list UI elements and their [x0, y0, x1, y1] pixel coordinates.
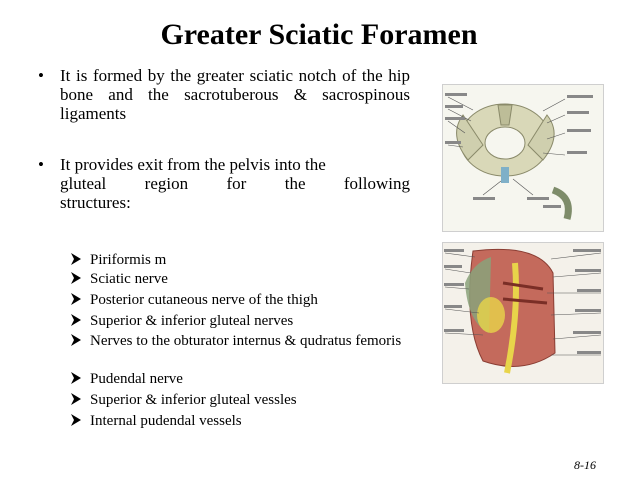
arrow-bullet-icon: [70, 313, 82, 327]
bullet-formation-text: It is formed by the greater sciatic notch of the hip bone and the sacrotuberous & sacrospinous ligaments: [60, 66, 410, 123]
gluteal-drawing-icon: [443, 243, 603, 383]
structure-label: Internal pudendal vessels: [90, 413, 242, 429]
structure-list-item: [70, 271, 412, 288]
structure-label: Nerves to the obturator internus & qudratus femoris: [90, 333, 402, 349]
pelvis-illustration: [442, 84, 604, 232]
structure-list-item: [70, 371, 412, 388]
structure-label: Piriformis m: [90, 252, 167, 268]
slide-number: 8-16: [574, 458, 596, 472]
bullet-exit: [38, 155, 410, 212]
bullet-exit-line1: It provides exit from the pelvis into the: [60, 155, 326, 174]
structure-list-item: [70, 413, 412, 430]
arrow-bullet-icon: [70, 333, 82, 347]
arrow-bullet-icon: [70, 252, 82, 266]
arrow-bullet-icon: [70, 392, 82, 406]
structure-label: Superior & inferior gluteal nerves: [90, 313, 294, 329]
pelvis-drawing-icon: [443, 85, 603, 231]
structure-label: Sciatic nerve: [90, 271, 168, 287]
bullet-formation: [38, 66, 410, 123]
slide-title: Greater Sciatic Foramen: [160, 18, 478, 51]
structure-list-item: [70, 252, 412, 269]
structure-label: Posterior cutaneous nerve of the thigh: [90, 292, 318, 308]
structure-label: Pudendal nerve: [90, 371, 183, 387]
bullet-exit-line3: structures:: [60, 193, 131, 212]
arrow-bullet-icon: [70, 271, 82, 285]
gluteal-region-illustration: [442, 242, 604, 384]
structure-label: Superior & inferior gluteal vessles: [90, 392, 297, 408]
arrow-bullet-icon: [70, 371, 82, 385]
structure-list-item: [70, 392, 412, 409]
structure-list-item: [70, 333, 412, 350]
bullet-dot: •: [38, 66, 44, 85]
bullet-exit-text: [60, 155, 410, 212]
structure-list-item: [70, 292, 412, 309]
structure-list-item: [70, 313, 412, 330]
bullet-exit-line2: gluteal region for the following: [60, 174, 410, 193]
bullet-dot: •: [38, 155, 44, 174]
arrow-bullet-icon: [70, 292, 82, 306]
arrow-bullet-icon: [70, 413, 82, 427]
